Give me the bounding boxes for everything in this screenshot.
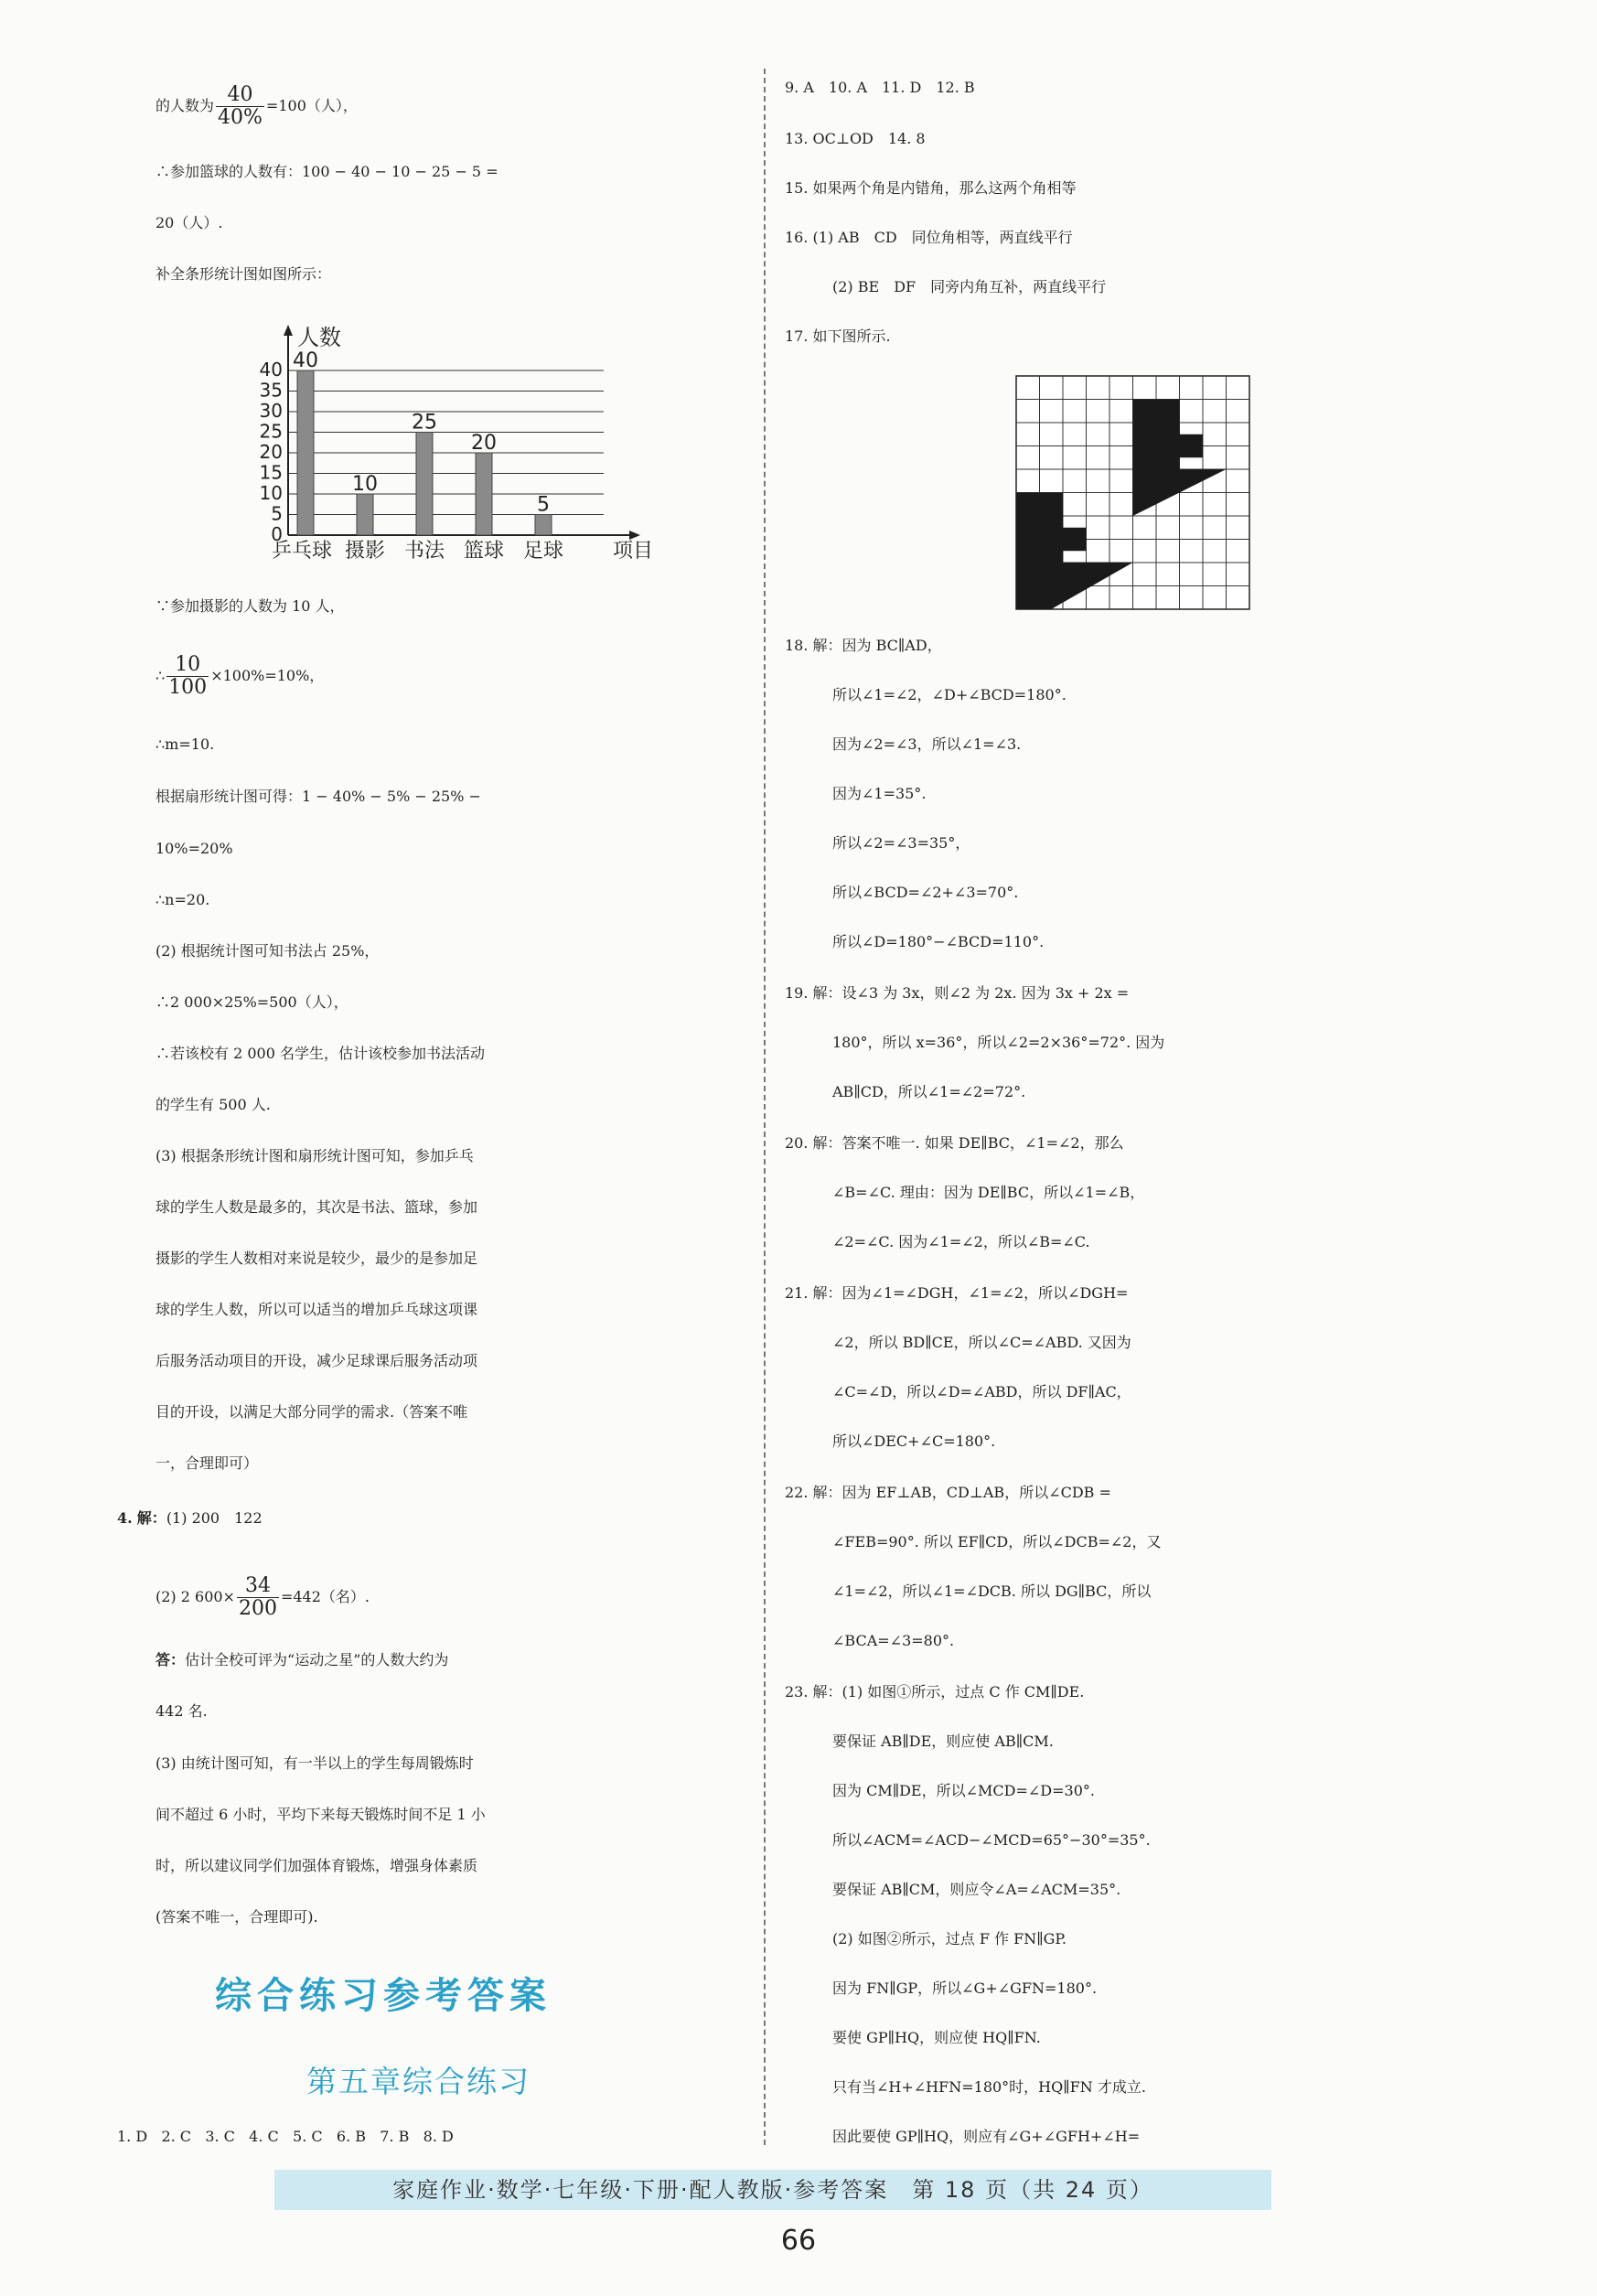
right-line: 所以∠ACM=∠ACD−∠MCD=65°−30°=35°. [832, 1831, 1151, 1849]
left-line: (3) 根据条形统计图和扇形统计图可知，参加乒乓 [155, 1147, 474, 1164]
right-line: ∠BCA=∠3=80°. [832, 1632, 955, 1649]
right-line: 因为∠1=35°. [832, 785, 927, 802]
mc-answers [117, 2120, 454, 2153]
fraction [237, 1575, 279, 1620]
left-line: ∴2 000×25%=500（人）， [155, 993, 348, 1011]
page-footer: 家庭作业·数学·七年级·下册·配人教版·参考答案 第 18 页（共 24 页） [274, 2170, 1271, 2210]
text: (1) 200 122 [166, 1509, 263, 1527]
x-axis-label: 项目 [613, 540, 654, 563]
right-line: 因为 CM∥DE，所以∠MCD=∠D=30°. [832, 1782, 1095, 1799]
text: =100（人）， [265, 97, 358, 114]
bar [297, 370, 314, 535]
right-line: ∠1=∠2，所以∠1=∠DCB. 所以 DG∥BC，所以 [832, 1583, 1152, 1600]
left-line: ∴m=10. [155, 735, 215, 753]
left-line: 442 名. [155, 1702, 208, 1720]
mc-answer: 4. C [249, 2128, 279, 2145]
right-line: 所以∠DEC+∠C=180°. [832, 1432, 996, 1450]
denominator: 100 [168, 676, 208, 699]
x-tick-label: 摄影 [344, 540, 386, 563]
right-line: ∠B=∠C. 理由：因为 DE∥BC，所以∠1=∠B， [832, 1184, 1145, 1201]
right-line: ∠FEB=90°. 所以 EF∥CD，所以∠DCB=∠2，又 [832, 1533, 1162, 1550]
bar-chart [247, 306, 659, 572]
mc-answer: 7. B [380, 2128, 410, 2145]
numerator: 34 [237, 1575, 279, 1598]
denominator: 40% [218, 106, 263, 129]
bar [535, 515, 552, 536]
left-line: 摄影的学生人数相对来说是较少，最少的是参加足 [155, 1250, 478, 1267]
y-tick-label: 5 [271, 502, 283, 525]
right-line: 所以∠2=∠3=35°， [832, 834, 970, 852]
bar [416, 433, 433, 536]
right-line: ∠2=∠C. 因为∠1=∠2，所以∠B=∠C. [832, 1233, 1090, 1250]
y-tick-label: 30 [259, 400, 283, 422]
left-line: (3) 由统计图可知，有一半以上的学生每周锻炼时 [155, 1754, 474, 1772]
left-line: 球的学生人数是最多的，其次是书法、篮球，参加 [155, 1198, 478, 1216]
right-line: 因为∠2=∠3，所以∠1=∠3. [832, 735, 1022, 753]
right-line: 16. (1) AB CD 同位角相等，两直线平行 [785, 229, 1073, 246]
page-number: 66 [780, 2225, 817, 2257]
right-line: ∠C=∠D，所以∠D=∠ABD，所以 DF∥AC， [832, 1383, 1131, 1400]
right-line: AB∥CD，所以∠1=∠2=72°. [832, 1083, 1026, 1100]
right-line: 所以∠D=180°−∠BCD=110°. [832, 933, 1045, 950]
right-line: 要使 GP∥HQ，则应使 HQ∥FN. [832, 2029, 1041, 2046]
mc-answer: 5. C [293, 2128, 323, 2145]
right-line: 所以∠1=∠2，∠D+∠BCD=180°. [832, 686, 1066, 703]
bar-value-label: 40 [293, 349, 318, 372]
right-line: 9. A 10. A 11. D 12. B [785, 79, 975, 96]
bar [476, 453, 492, 535]
y-tick-label: 15 [259, 461, 283, 484]
left-line: 补全条形统计图如图所示： [155, 265, 332, 283]
mc-answer: 6. B [336, 2128, 366, 2145]
bar-value-label: 20 [471, 432, 497, 455]
right-line: 180°，所以 x=36°，所以∠2=2×36°=72°. 因为 [832, 1034, 1165, 1051]
fraction [216, 84, 264, 129]
left-line [155, 654, 324, 699]
grid-figure [1015, 375, 1253, 613]
text: 估计全校可评为“运动之星”的人数大约为 [185, 1651, 449, 1668]
text: =442（名）. [280, 1588, 370, 1605]
left-line: 时，所以建议同学们加强体育锻炼，增强身体素质 [155, 1857, 478, 1874]
y-tick-label: 10 [259, 482, 283, 504]
right-line: 所以∠BCD=∠2+∠3=70°. [832, 884, 1019, 901]
section-heading: 综合练习参考答案 [215, 1975, 552, 2017]
y-tick-label: 35 [259, 379, 283, 402]
x-tick-label: 篮球 [463, 540, 505, 563]
left-line: 的学生有 500 人. [155, 1096, 271, 1113]
left-line [155, 1575, 370, 1620]
text: (2) 2 600× [155, 1588, 235, 1605]
left-line: ∵参加摄影的人数为 10 人， [155, 597, 345, 615]
fraction [166, 654, 209, 699]
text: ∴ [155, 667, 166, 684]
column-divider [764, 69, 766, 2145]
x-tick-label: 足球 [522, 540, 564, 563]
right-line: 17. 如下图所示. [785, 327, 891, 345]
right-line: 18. 解：因为 BC∥AD， [785, 637, 942, 654]
left-line: ∴参加篮球的人数有：100 − 40 − 10 − 25 − 5 = [155, 163, 498, 180]
x-tick-label: 书法 [403, 540, 445, 563]
chapter-heading: 第五章综合练习 [306, 2064, 531, 2099]
right-line: 只有当∠H+∠HFN=180°时，HQ∥FN 才成立. [832, 2078, 1146, 2096]
mc-answer: 1. D [117, 2128, 148, 2145]
right-line: 23. 解：(1) 如图①所示，过点 C 作 CM∥DE. [785, 1683, 1085, 1701]
bar-value-label: 5 [537, 493, 550, 517]
right-line: ∠2，所以 BD∥CE，所以∠C=∠ABD. 又因为 [832, 1334, 1131, 1351]
right-line: 要保证 AB∥CM，则应令∠A=∠ACM=35°. [832, 1881, 1121, 1898]
y-axis-arrow [284, 325, 293, 336]
left-line: ∴若该校有 2 000 名学生，估计该校参加书法活动 [155, 1045, 485, 1062]
solution-label: 解： [136, 1509, 166, 1527]
left-line: 目的开设，以满足大部分同学的需求.（答案不唯 [155, 1403, 468, 1421]
right-line: 20. 解：答案不唯一. 如果 DE∥BC，∠1=∠2，那么 [785, 1134, 1124, 1152]
left-line: 20（人）. [155, 214, 223, 231]
y-tick-label: 20 [259, 441, 283, 463]
numerator: 40 [216, 84, 264, 107]
left-line: 根据扇形统计图可得：1 − 40% − 5% − 25% − [155, 788, 481, 805]
right-line: 要保证 AB∥DE，则应使 AB∥CM. [832, 1733, 1054, 1750]
left-line: ∴n=20. [155, 891, 210, 908]
left-line [155, 1644, 448, 1677]
text: 的人数为 [155, 97, 215, 114]
bar [357, 494, 373, 535]
left-line [155, 84, 358, 129]
text: ×100%=10%， [210, 667, 325, 684]
question-4 [117, 1502, 263, 1535]
x-tick-label: 乒乓球 [271, 540, 333, 563]
denominator: 200 [238, 1597, 277, 1620]
left-line: (答案不唯一，合理即可). [155, 1908, 318, 1926]
y-tick-label: 25 [259, 420, 283, 443]
bar-value-label: 25 [412, 411, 437, 435]
left-line: 一，合理即可） [155, 1454, 259, 1472]
question-number: 4. [117, 1509, 133, 1527]
left-line: (2) 根据统计图可知书法占 25%， [155, 942, 380, 960]
right-line: 因为 FN∥GP，所以∠G+∠GFN=180°. [832, 1979, 1098, 1997]
right-line: (2) BE DF 同旁内角互补，两直线平行 [832, 278, 1107, 295]
right-line: (2) 如图②所示，过点 F 作 FN∥GP. [832, 1930, 1066, 1947]
answer-label: 答： [155, 1651, 186, 1668]
right-line: 21. 解：因为∠1=∠DGH，∠1=∠2，所以∠DGH= [785, 1284, 1129, 1302]
bar-value-label: 10 [352, 473, 378, 496]
right-line: 13. OC⊥OD 14. 8 [785, 130, 926, 147]
y-axis-label: 人数 [297, 325, 341, 350]
y-tick-label: 0 [271, 523, 283, 545]
mc-answer: 2. C [161, 2128, 192, 2145]
left-line: 球的学生人数，所以可以适当的增加乒乓球这项课 [155, 1301, 478, 1318]
right-line: 15. 如果两个角是内错角，那么这两个角相等 [785, 179, 1077, 197]
mc-answer: 3. C [205, 2128, 235, 2145]
left-line: 后服务活动项目的开设，减少足球课后服务活动项 [155, 1352, 478, 1369]
numerator: 10 [166, 654, 209, 677]
right-line: 19. 解：设∠3 为 3x，则∠2 为 2x. 因为 3x + 2x = [785, 984, 1130, 1002]
x-axis-arrow [629, 531, 640, 540]
left-line: 间不超过 6 小时，平均下来每天锻炼时间不足 1 小 [155, 1806, 486, 1823]
right-line: 22. 解：因为 EF⊥AB，CD⊥AB，所以∠CDB = [785, 1484, 1111, 1501]
y-tick-label: 40 [259, 359, 283, 381]
right-line: 因此要使 GP∥HQ，则应有∠G+∠GFH+∠H= [832, 2128, 1141, 2145]
left-line: 10%=20% [155, 840, 233, 857]
mc-answer: 8. D [423, 2128, 454, 2145]
